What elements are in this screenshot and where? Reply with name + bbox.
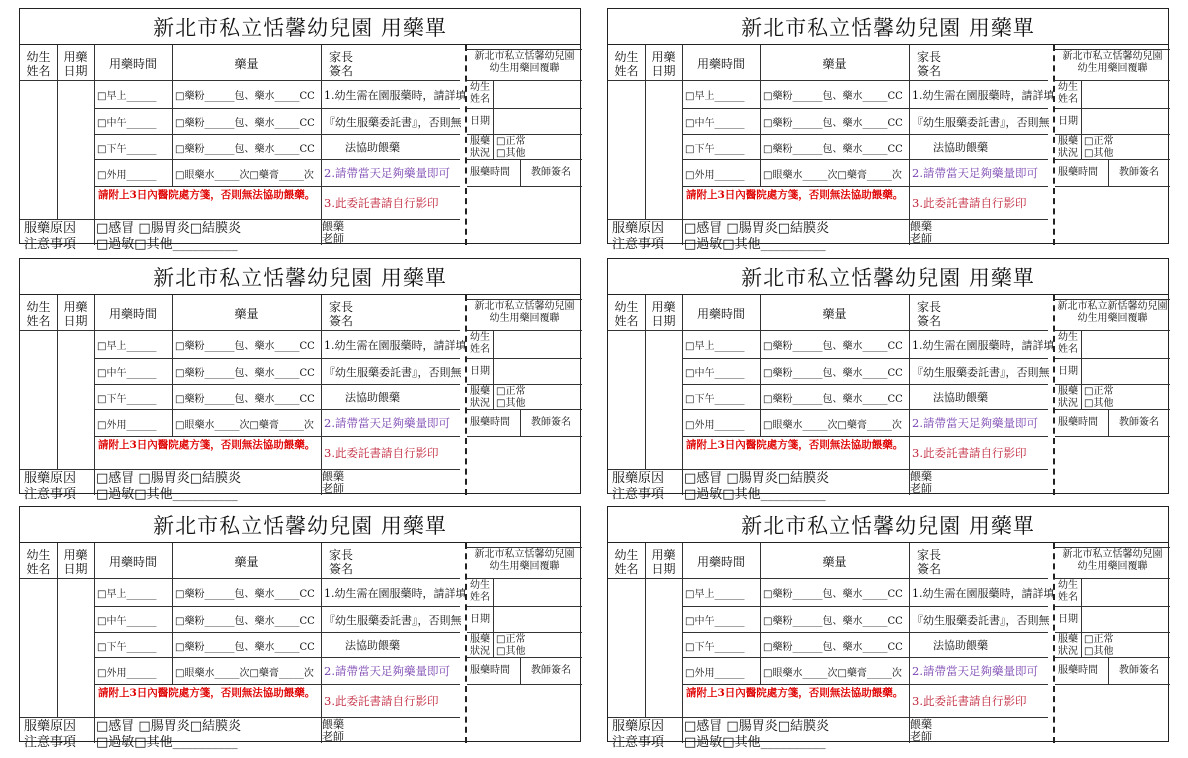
dosage-morning-option[interactable]: □藥粉______包、藥水_____CC — [763, 91, 903, 102]
med-date-header: 用藥 日期 — [651, 547, 676, 576]
prescription-notice: 請附上3日內醫院處方箋，否則無法協助餵藥。 — [98, 687, 316, 699]
note-line-3: 法協助餵藥 — [345, 141, 400, 154]
medication-form-4 — [607, 258, 1169, 502]
reason-label: 服藥原因 — [24, 471, 77, 486]
medication-form-2 — [607, 8, 1169, 252]
note-line-2: 『幼生服藥委託書』，否則無 — [324, 365, 462, 379]
med-time-header: 用藥時間 — [696, 306, 745, 321]
reply-name-label: 幼生 姓名 — [1058, 580, 1078, 603]
note-line-1: 1.幼生需在園服藥時，請詳填 — [912, 338, 1055, 352]
time-afternoon-option[interactable]: □下午______ — [685, 641, 745, 653]
reply-title: 新北市私立新恬馨幼兒園 幼生用藥回覆聯 — [1057, 301, 1168, 324]
caution-options[interactable]: □過敏□其他__________ — [96, 735, 238, 750]
note-line-1: 1.幼生需在園服藥時，請詳填 — [912, 586, 1055, 600]
reply-status-label: 服藥 狀況 — [1058, 386, 1078, 409]
reply-status-label: 服藥 狀況 — [1058, 634, 1078, 657]
med-time-header: 用藥時間 — [696, 56, 745, 71]
dosage-afternoon-option[interactable]: □藥粉______包、藥水_____CC — [763, 393, 903, 405]
note-line-3: 法協助餵藥 — [933, 141, 988, 154]
dosage-morning-option[interactable]: □藥粉______包、藥水_____CC — [175, 589, 315, 600]
student-name-header: 幼生 姓名 — [614, 299, 639, 328]
med-time-header: 用藥時間 — [108, 56, 157, 71]
reply-title: 新北市私立恬馨幼兒園 幼生用藥回覆聯 — [1062, 51, 1163, 74]
prescription-notice: 請附上3日內醫院處方箋，否則無法協助餵藥。 — [686, 687, 904, 699]
med-date-header: 用藥 日期 — [651, 49, 676, 78]
note-line-4: 2.請帶當天足夠藥量即可 — [324, 166, 450, 180]
dosage-external-option[interactable]: □眼藥水_____次□藥膏_____次 — [175, 419, 314, 431]
reply-time-label: 服藥時間 — [1058, 665, 1098, 676]
reason-options[interactable]: □感冒 □腸胃炎□結膜炎 — [684, 471, 829, 486]
dosage-external-option[interactable]: □眼藥水_____次□藥膏_____次 — [763, 667, 902, 679]
med-date-header: 用藥 日期 — [63, 299, 88, 328]
dosage-header: 藥量 — [234, 554, 259, 569]
caution-label: 注意事項 — [24, 237, 77, 252]
reply-name-label: 幼生 姓名 — [1058, 332, 1078, 355]
caution-options[interactable]: □過敏□其他__________ — [96, 487, 238, 502]
time-external-option[interactable]: □外用______ — [685, 419, 745, 431]
note-line-1: 1.幼生需在園服藥時，請詳填 — [324, 586, 467, 600]
time-external-option[interactable]: □外用______ — [685, 667, 745, 679]
reply-date-label: 日期 — [470, 613, 490, 625]
note-line-3: 法協助餵藥 — [933, 639, 988, 652]
note-line-2: 『幼生服藥委託書』，否則無 — [912, 365, 1050, 379]
reply-date-label: 日期 — [1058, 365, 1078, 377]
reply-status-options[interactable]: □正常 □其他 — [1084, 136, 1114, 159]
reply-title: 新北市私立恬馨幼兒園 幼生用藥回覆聯 — [474, 301, 575, 324]
time-external-option[interactable]: □外用______ — [97, 169, 157, 181]
time-noon-option[interactable]: □中午______ — [97, 616, 157, 627]
student-name-header: 幼生 姓名 — [614, 547, 639, 576]
time-morning-option[interactable]: □早上______ — [97, 589, 157, 600]
time-noon-option[interactable]: □中午______ — [97, 118, 157, 129]
dosage-noon-option[interactable]: □藥粉______包、藥水_____CC — [763, 616, 903, 627]
reply-name-label: 幼生 姓名 — [470, 332, 490, 355]
note-line-5: 3.此委託書請自行影印 — [324, 694, 439, 708]
reply-time-label: 服藥時間 — [1058, 417, 1098, 428]
medication-form-6 — [607, 506, 1169, 750]
note-line-1: 1.幼生需在園服藥時，請詳填 — [324, 338, 467, 352]
time-afternoon-option[interactable]: □下午______ — [685, 143, 745, 155]
parent-sign-header: 家長 簽名 — [916, 299, 941, 328]
note-line-5: 3.此委託書請自行影印 — [324, 446, 439, 460]
dosage-header: 藥量 — [822, 56, 847, 71]
note-line-2: 『幼生服藥委託書』，否則無 — [912, 613, 1050, 627]
time-external-option[interactable]: □外用______ — [97, 667, 157, 679]
reply-time-label: 服藥時間 — [470, 417, 510, 428]
dosage-noon-option[interactable]: □藥粉______包、藥水_____CC — [175, 616, 315, 627]
medication-form-3 — [19, 258, 581, 502]
note-line-3: 法協助餵藥 — [933, 391, 988, 404]
form-title: 新北市私立恬馨幼兒園 用藥單 — [608, 259, 1168, 295]
reply-time-label: 服藥時間 — [470, 665, 510, 676]
reply-title: 新北市私立恬馨幼兒園 幼生用藥回覆聯 — [1062, 549, 1163, 572]
caution-options[interactable]: □過敏□其他__________ — [684, 237, 826, 252]
reply-teacher-label: 教師簽名 — [1119, 665, 1159, 676]
caution-options[interactable]: □過敏□其他__________ — [684, 487, 826, 502]
note-line-4: 2.請帶當天足夠藥量即可 — [324, 416, 450, 430]
time-noon-option[interactable]: □中午______ — [685, 616, 745, 627]
reply-teacher-label: 教師簽名 — [531, 417, 571, 428]
dosage-external-option[interactable]: □眼藥水_____次□藥膏_____次 — [763, 419, 902, 431]
parent-sign-header: 家長 簽名 — [916, 547, 941, 576]
caution-label: 注意事項 — [24, 735, 77, 750]
time-noon-option[interactable]: □中午______ — [685, 368, 745, 379]
feeder-teacher-label: 餵藥 老師 — [910, 470, 932, 495]
prescription-notice: 請附上3日內醫院處方箋，否則無法協助餵藥。 — [98, 439, 316, 451]
dosage-afternoon-option[interactable]: □藥粉______包、藥水_____CC — [763, 641, 903, 653]
reply-status-options[interactable]: □正常 □其他 — [1084, 386, 1114, 409]
dosage-morning-option[interactable]: □藥粉______包、藥水_____CC — [175, 341, 315, 352]
note-line-5: 3.此委託書請自行影印 — [912, 446, 1027, 460]
med-date-header: 用藥 日期 — [63, 547, 88, 576]
prescription-notice: 請附上3日內醫院處方箋，否則無法協助餵藥。 — [686, 439, 904, 451]
note-line-3: 法協助餵藥 — [345, 639, 400, 652]
time-morning-option[interactable]: □早上______ — [685, 589, 745, 600]
reply-date-label: 日期 — [1058, 115, 1078, 127]
caution-label: 注意事項 — [24, 487, 77, 502]
note-line-4: 2.請帶當天足夠藥量即可 — [324, 664, 450, 678]
dosage-noon-option[interactable]: □藥粉______包、藥水_____CC — [763, 118, 903, 129]
med-time-header: 用藥時間 — [696, 554, 745, 569]
prescription-notice: 請附上3日內醫院處方箋，否則無法協助餵藥。 — [98, 189, 316, 201]
student-name-header: 幼生 姓名 — [614, 49, 639, 78]
feeder-teacher-label: 餵藥 老師 — [910, 718, 932, 743]
reply-title: 新北市私立恬馨幼兒園 幼生用藥回覆聯 — [474, 549, 575, 572]
time-morning-option[interactable]: □早上______ — [685, 91, 745, 102]
reply-status-label: 服藥 狀況 — [470, 386, 490, 409]
reason-options[interactable]: □感冒 □腸胃炎□結膜炎 — [684, 719, 829, 734]
time-afternoon-option[interactable]: □下午______ — [97, 143, 157, 155]
note-line-4: 2.請帶當天足夠藥量即可 — [912, 416, 1038, 430]
dosage-afternoon-option[interactable]: □藥粉______包、藥水_____CC — [175, 641, 315, 653]
dosage-morning-option[interactable]: □藥粉______包、藥水_____CC — [763, 589, 903, 600]
dosage-noon-option[interactable]: □藥粉______包、藥水_____CC — [763, 368, 903, 379]
dosage-header: 藥量 — [822, 306, 847, 321]
caution-label: 注意事項 — [612, 487, 665, 502]
note-line-5: 3.此委託書請自行影印 — [912, 196, 1027, 210]
time-noon-option[interactable]: □中午______ — [97, 368, 157, 379]
time-afternoon-option[interactable]: □下午______ — [97, 641, 157, 653]
reply-name-label: 幼生 姓名 — [470, 82, 490, 105]
caution-options[interactable]: □過敏□其他__________ — [684, 735, 826, 750]
student-name-header: 幼生 姓名 — [26, 49, 51, 78]
feeder-teacher-label: 餵藥 老師 — [322, 220, 344, 245]
note-line-1: 1.幼生需在園服藥時，請詳填 — [912, 88, 1055, 102]
reply-teacher-label: 教師簽名 — [1119, 417, 1159, 428]
reply-status-label: 服藥 狀況 — [470, 136, 490, 159]
dosage-external-option[interactable]: □眼藥水_____次□藥膏_____次 — [175, 667, 314, 679]
student-name-header: 幼生 姓名 — [26, 547, 51, 576]
reason-options[interactable]: □感冒 □腸胃炎□結膜炎 — [96, 719, 241, 734]
dosage-noon-option[interactable]: □藥粉______包、藥水_____CC — [175, 118, 315, 129]
reply-date-label: 日期 — [1058, 613, 1078, 625]
form-title: 新北市私立恬馨幼兒園 用藥單 — [20, 9, 580, 45]
reason-options[interactable]: □感冒 □腸胃炎□結膜炎 — [684, 221, 829, 236]
dosage-afternoon-option[interactable]: □藥粉______包、藥水_____CC — [175, 393, 315, 405]
prescription-notice: 請附上3日內醫院處方箋，否則無法協助餵藥。 — [686, 189, 904, 201]
time-afternoon-option[interactable]: □下午______ — [685, 393, 745, 405]
dosage-afternoon-option[interactable]: □藥粉______包、藥水_____CC — [175, 143, 315, 155]
reason-label: 服藥原因 — [24, 221, 77, 236]
dosage-header: 藥量 — [234, 56, 259, 71]
reply-time-label: 服藥時間 — [1058, 167, 1098, 178]
time-morning-option[interactable]: □早上______ — [97, 91, 157, 102]
reply-time-label: 服藥時間 — [470, 167, 510, 178]
medication-form-1 — [19, 8, 581, 252]
note-line-5: 3.此委託書請自行影印 — [324, 196, 439, 210]
form-title: 新北市私立恬馨幼兒園 用藥單 — [20, 259, 580, 295]
reply-name-label: 幼生 姓名 — [1058, 82, 1078, 105]
caution-options[interactable]: □過敏□其他__________ — [96, 237, 238, 252]
form-title: 新北市私立恬馨幼兒園 用藥單 — [608, 507, 1168, 543]
reply-status-options[interactable]: □正常 □其他 — [1084, 634, 1114, 657]
reason-label: 服藥原因 — [612, 719, 665, 734]
note-line-2: 『幼生服藥委託書』，否則無 — [324, 613, 462, 627]
time-afternoon-option[interactable]: □下午______ — [97, 393, 157, 405]
form-title: 新北市私立恬馨幼兒園 用藥單 — [608, 9, 1168, 45]
reply-teacher-label: 教師簽名 — [531, 665, 571, 676]
reply-status-label: 服藥 狀況 — [1058, 136, 1078, 159]
reply-title: 新北市私立恬馨幼兒園 幼生用藥回覆聯 — [474, 51, 575, 74]
reason-label: 服藥原因 — [612, 221, 665, 236]
note-line-2: 『幼生服藥委託書』，否則無 — [324, 115, 462, 129]
reason-options[interactable]: □感冒 □腸胃炎□結膜炎 — [96, 471, 241, 486]
time-morning-option[interactable]: □早上______ — [97, 341, 157, 352]
parent-sign-header: 家長 簽名 — [328, 547, 353, 576]
medication-form-5 — [19, 506, 581, 750]
parent-sign-header: 家長 簽名 — [916, 49, 941, 78]
note-line-2: 『幼生服藥委託書』，否則無 — [912, 115, 1050, 129]
note-line-4: 2.請帶當天足夠藥量即可 — [912, 664, 1038, 678]
form-title: 新北市私立恬馨幼兒園 用藥單 — [20, 507, 580, 543]
time-external-option[interactable]: □外用______ — [97, 419, 157, 431]
time-external-option[interactable]: □外用______ — [685, 169, 745, 181]
med-time-header: 用藥時間 — [108, 554, 157, 569]
dosage-header: 藥量 — [234, 306, 259, 321]
dosage-noon-option[interactable]: □藥粉______包、藥水_____CC — [175, 368, 315, 379]
caution-label: 注意事項 — [612, 237, 665, 252]
reason-label: 服藥原因 — [24, 719, 77, 734]
dosage-afternoon-option[interactable]: □藥粉______包、藥水_____CC — [763, 143, 903, 155]
reply-status-options[interactable]: □正常 □其他 — [496, 136, 526, 159]
reply-status-options[interactable]: □正常 □其他 — [496, 634, 526, 657]
reason-label: 服藥原因 — [612, 471, 665, 486]
note-line-4: 2.請帶當天足夠藥量即可 — [912, 166, 1038, 180]
med-time-header: 用藥時間 — [108, 306, 157, 321]
caution-label: 注意事項 — [612, 735, 665, 750]
dosage-morning-option[interactable]: □藥粉______包、藥水_____CC — [763, 341, 903, 352]
time-noon-option[interactable]: □中午______ — [685, 118, 745, 129]
note-line-3: 法協助餵藥 — [345, 391, 400, 404]
note-line-1: 1.幼生需在園服藥時，請詳填 — [324, 88, 467, 102]
med-date-header: 用藥 日期 — [63, 49, 88, 78]
dosage-external-option[interactable]: □眼藥水_____次□藥膏_____次 — [763, 169, 902, 181]
reply-status-options[interactable]: □正常 □其他 — [496, 386, 526, 409]
med-date-header: 用藥 日期 — [651, 299, 676, 328]
reply-teacher-label: 教師簽名 — [1119, 167, 1159, 178]
reply-status-label: 服藥 狀況 — [470, 634, 490, 657]
time-morning-option[interactable]: □早上______ — [685, 341, 745, 352]
parent-sign-header: 家長 簽名 — [328, 299, 353, 328]
reply-date-label: 日期 — [470, 365, 490, 377]
note-line-5: 3.此委託書請自行影印 — [912, 694, 1027, 708]
student-name-header: 幼生 姓名 — [26, 299, 51, 328]
feeder-teacher-label: 餵藥 老師 — [322, 718, 344, 743]
reply-name-label: 幼生 姓名 — [470, 580, 490, 603]
dosage-external-option[interactable]: □眼藥水_____次□藥膏_____次 — [175, 169, 314, 181]
parent-sign-header: 家長 簽名 — [328, 49, 353, 78]
reason-options[interactable]: □感冒 □腸胃炎□結膜炎 — [96, 221, 241, 236]
reply-teacher-label: 教師簽名 — [531, 167, 571, 178]
feeder-teacher-label: 餵藥 老師 — [910, 220, 932, 245]
reply-date-label: 日期 — [470, 115, 490, 127]
dosage-header: 藥量 — [822, 554, 847, 569]
dosage-morning-option[interactable]: □藥粉______包、藥水_____CC — [175, 91, 315, 102]
feeder-teacher-label: 餵藥 老師 — [322, 470, 344, 495]
